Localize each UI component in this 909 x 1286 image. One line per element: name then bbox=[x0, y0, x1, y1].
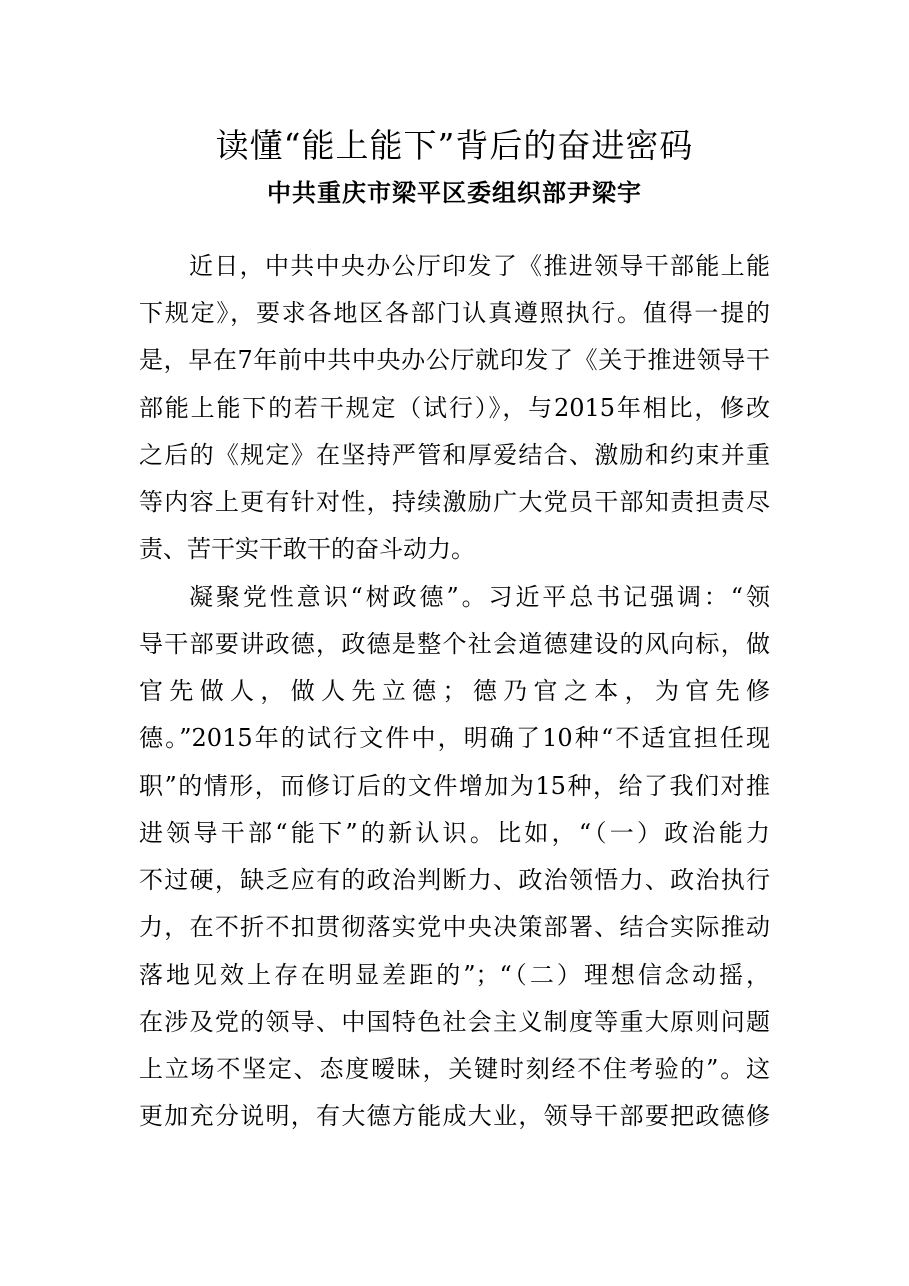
document-title: 读懂“能上能下”背后的奋进密码 bbox=[215, 126, 694, 165]
paragraph-2-line-11: 上立场不坚定、态度暧昧，关键时刻经不住考验的”。这 bbox=[139, 1055, 770, 1083]
paragraph-2-line-7: 不过硬，缺乏应有的政治判断力、政治领悟力、政治执行 bbox=[139, 866, 770, 894]
paragraph-1-line-7: 责、苦干实干敢干的奋斗动力。 bbox=[139, 535, 475, 563]
paragraph-1-line-3: 是，早在7年前中共中央办公厅就印发了《关于推进领导干 bbox=[139, 346, 770, 374]
paragraph-1-line-6: 等内容上更有针对性，持续激励广大党员干部知责担责尽 bbox=[139, 488, 770, 516]
paragraph-1-line-2: 下规定》，要求各地区各部门认真遵照执行。值得一提的 bbox=[139, 299, 770, 327]
paragraph-2-line-8: 力，在不折不扣贯彻落实党中央决策部署、结合实际推动 bbox=[139, 913, 770, 941]
paragraph-2-line-6: 进领导干部“能下”的新认识。比如，“（一）政治能力 bbox=[139, 819, 770, 847]
paragraph-1-line-4: 部能上能下的若干规定（试行）》，与2015年相比，修改 bbox=[139, 394, 770, 422]
paragraph-2-line-9: 落地见效上存在明显差距的”；“（二）理想信念动摇， bbox=[139, 961, 770, 989]
paragraph-1-line-5: 之后的《规定》在坚持严管和厚爱结合、激励和约束并重 bbox=[139, 441, 770, 469]
paragraph-2-line-2: 导干部要讲政德，政德是整个社会道德建设的风向标，做 bbox=[139, 630, 770, 658]
paragraph-2-line-3: 官先做人，做人先立德；德乃官之本，为官先修 bbox=[139, 677, 770, 705]
paragraph-2-line-12: 更加充分说明，有大德方能成大业，领导干部要把政德修 bbox=[139, 1102, 770, 1130]
paragraph-2-line-10: 在涉及党的领导、中国特色社会主义制度等重大原则问题 bbox=[139, 1008, 770, 1036]
paragraph-1-line-1: 近日，中共中央办公厅印发了《推进领导干部能上能 bbox=[189, 252, 770, 280]
paragraph-2-line-5: 职”的情形，而修订后的文件增加为15种，给了我们对推 bbox=[139, 772, 770, 800]
paragraph-2-line-4: 德。”2015年的试行文件中，明确了10种“不适宜担任现 bbox=[139, 724, 770, 752]
paragraph-2-line-1: 凝聚党性意识“树政德”。习近平总书记强调：“领 bbox=[189, 583, 770, 611]
author-line: 中共重庆市梁平区委组织部尹梁宇 bbox=[267, 178, 642, 207]
